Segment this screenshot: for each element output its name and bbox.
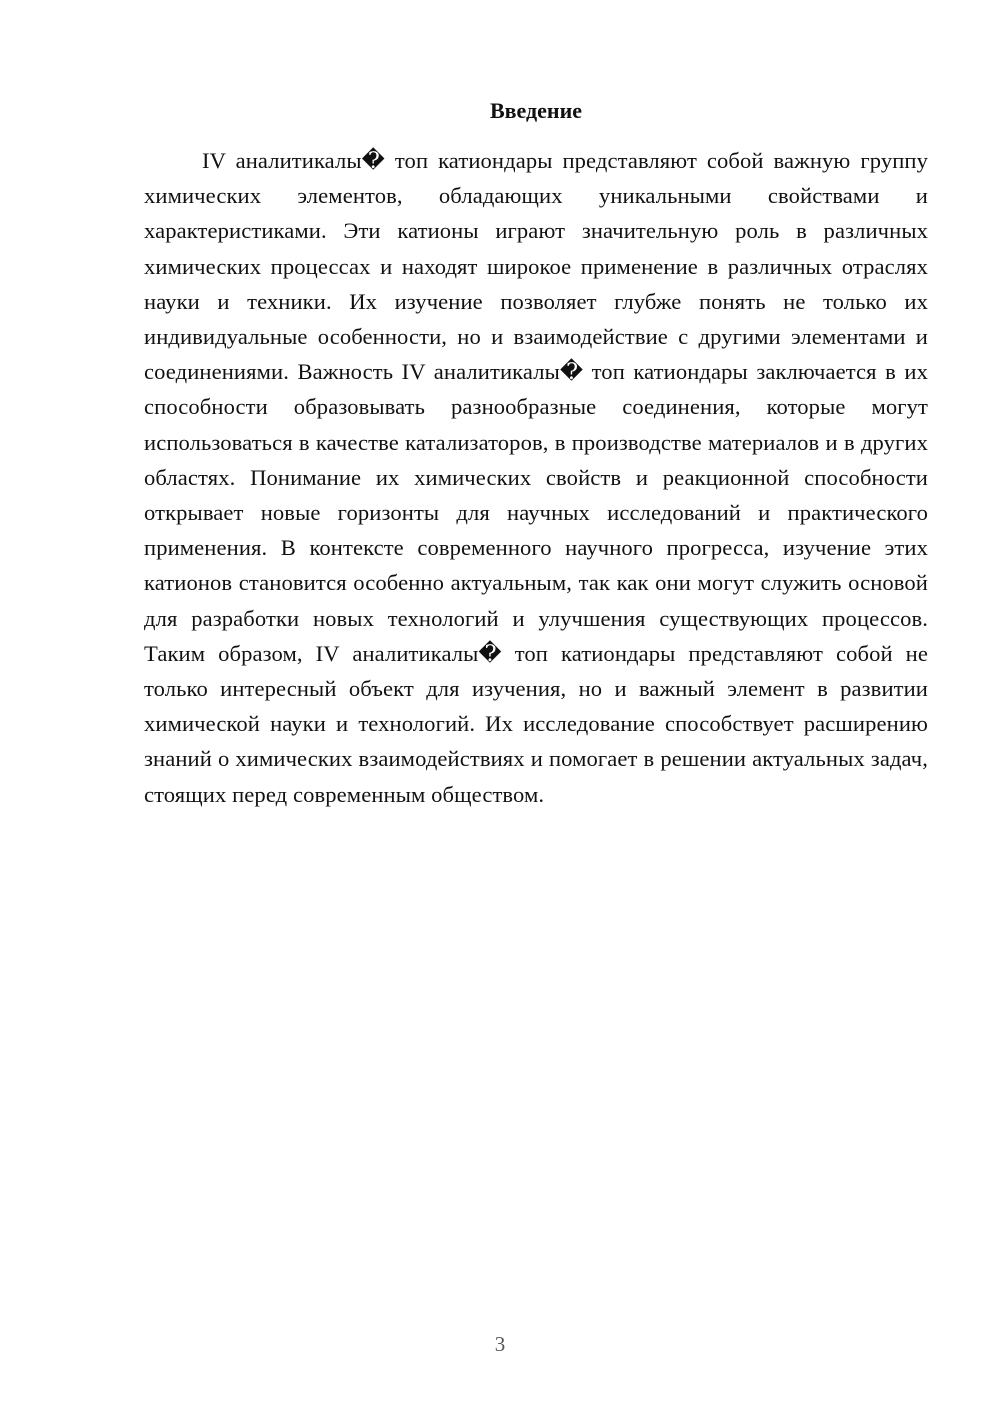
page-number: 3 <box>494 1332 506 1356</box>
body-paragraph: IV аналитикалы� топ катиондары представляют собой важную группу химических элементов, обладающих уникальными свойствами и характеристиками. Эти катионы играют значительную роль в различных химических процессах и находят широкое применение в различных отраслях науки и техники. Их изучение позволяет глубже понять не только их индивидуальные особенности, но и взаимодействие с другими элементами и соединениями. Важность IV аналитикалы� топ катиондары заключается в их способности образовывать разнообразные соединения, которые могут использоваться в качестве катализаторов, в производстве материалов и в других областях. Понимание их химических свойств и реакционной способности открывает новые горизонты для научных исследований и практического применения. В контексте современного научного прогресса, изучение этих катионов становится особенно актуальным, так как они могут служить основой для разработки новых технологий и улучшения существующих процессов. Таким образом, IV аналитикалы� топ катиондары представляют собой не только интересный объект для изучения, но и важный элемент в развитии химической науки и технологий. Их исследование способствует расширению знаний о химических взаимодействиях и помогает в решении актуальных задач, стоящих перед современным обществом. <box>144 148 928 807</box>
page-title: Введение <box>489 98 583 123</box>
